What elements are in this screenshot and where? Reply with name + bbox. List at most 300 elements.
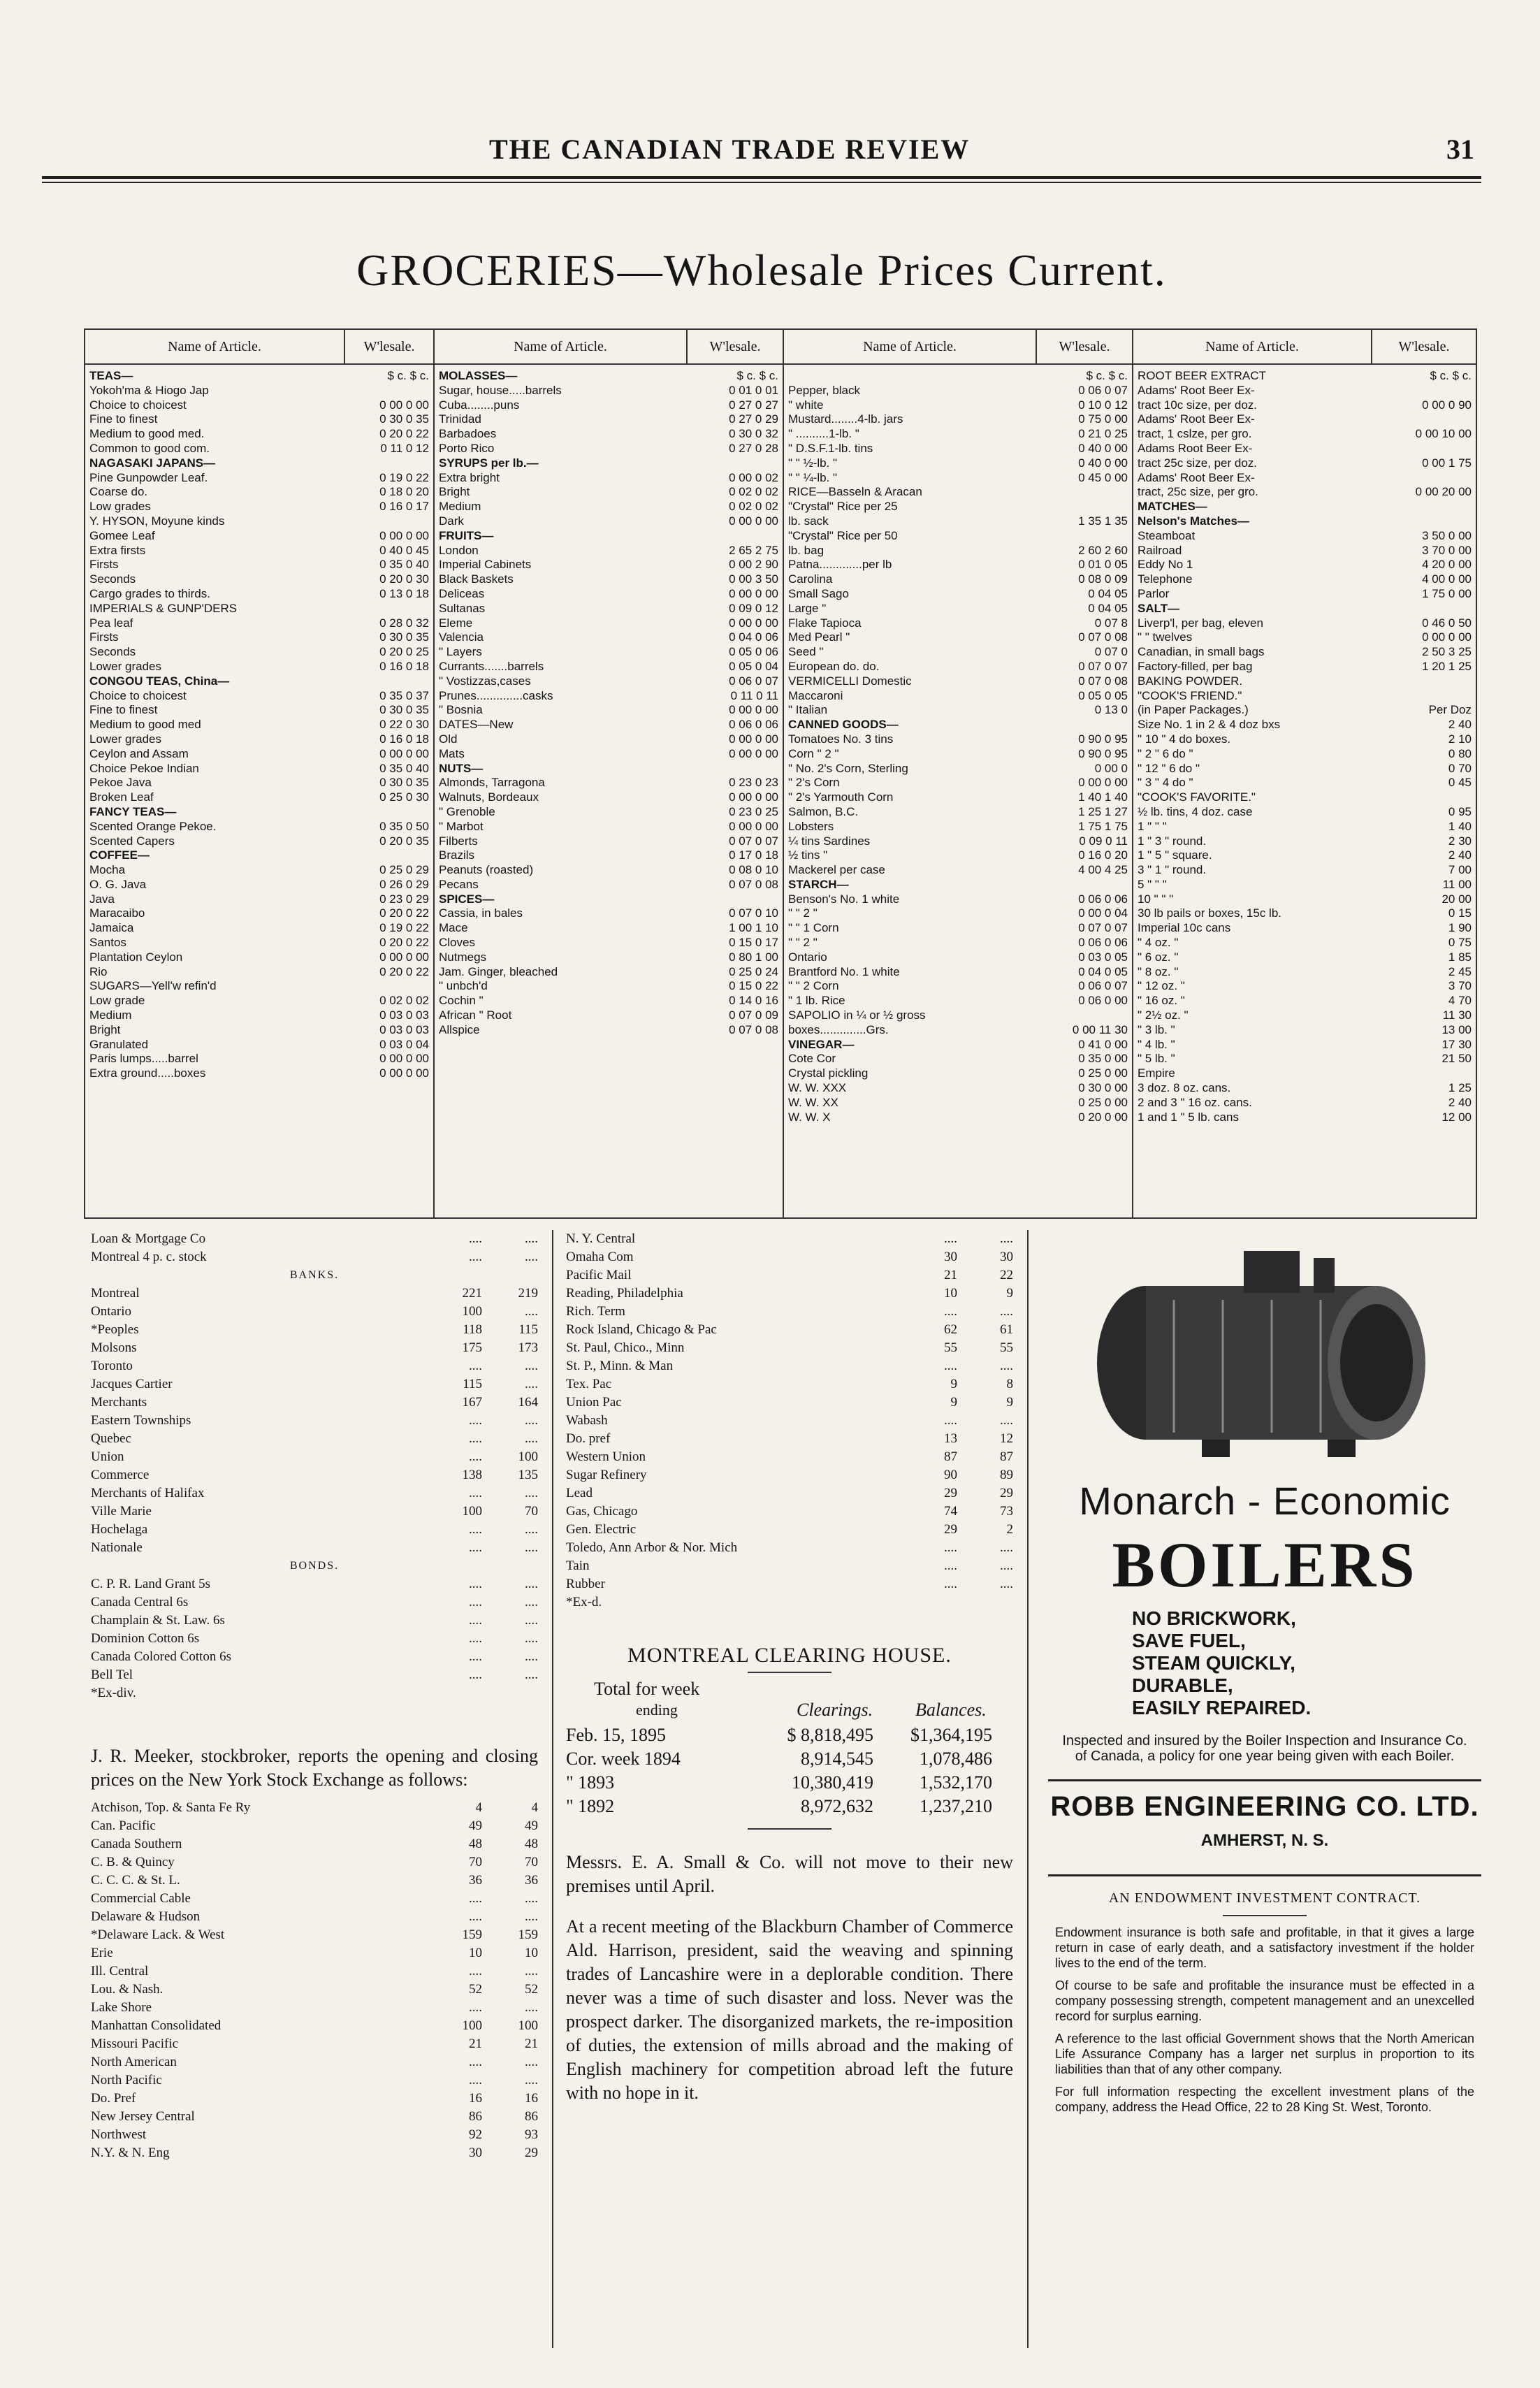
wholesale-price: 0 08 0 10 <box>729 863 778 877</box>
wholesale-price: 0 20 0 22 <box>379 906 429 920</box>
article-name: Canadian, in small bags <box>1138 645 1265 659</box>
price-row <box>439 529 778 544</box>
stock-row <box>91 1248 538 1266</box>
price-row <box>89 878 429 892</box>
price-row <box>788 558 1128 572</box>
price-row <box>89 703 429 718</box>
article-name: Walnuts, Bordeaux <box>439 790 539 804</box>
article-name: Pecans <box>439 877 479 891</box>
price-row <box>1138 834 1472 849</box>
article-name: MATCHES— <box>1138 500 1207 514</box>
article-name: "Crystal" Rice per 50 <box>788 528 898 542</box>
price-row <box>788 427 1128 442</box>
stock-row <box>91 1539 538 1557</box>
article-name: Prunes..............casks <box>439 688 553 702</box>
price-row <box>439 950 778 965</box>
price-row <box>439 485 778 500</box>
article-name: Maracaibo <box>89 906 145 920</box>
wholesale-price: 0 03 0 03 <box>379 1008 429 1022</box>
price-row <box>439 558 778 572</box>
article-name: Seconds <box>89 645 136 659</box>
price-row <box>89 1066 429 1081</box>
opening-price: 167 <box>462 1395 482 1410</box>
article-name: " Layers <box>439 645 482 659</box>
opening-price: 86 <box>469 2109 482 2124</box>
price-row <box>788 776 1128 790</box>
opening-price: .... <box>469 1595 482 1609</box>
column-header-price: W'lesale. <box>1059 339 1110 354</box>
divider <box>748 1672 831 1673</box>
closing-price: 29 <box>525 2145 538 2160</box>
endowment-paragraph-3: A reference to the last official Government shows that the North American Life Assurance Company has a larger net surplus in proportion to its liabilities than that of any other company. <box>1055 2032 1474 2076</box>
stock-row <box>91 1230 538 1248</box>
stock-name: *Ex-d. <box>566 1595 602 1609</box>
wholesale-price: 0 23 0 29 <box>379 892 429 906</box>
price-row <box>1138 398 1472 413</box>
price-row <box>1138 790 1472 805</box>
wholesale-price <box>702 456 778 471</box>
closing-price: .... <box>525 1631 538 1646</box>
price-row <box>89 544 429 558</box>
wholesale-price: 13 00 <box>1441 1022 1472 1036</box>
stock-row <box>91 1484 538 1503</box>
price-row <box>89 762 429 776</box>
closing-price: .... <box>525 1540 538 1555</box>
closing-price: 70 <box>525 1855 538 1869</box>
stock-name: Merchants <box>91 1395 147 1410</box>
article-name: Common to good com. <box>89 441 210 455</box>
stock-row <box>91 2053 538 2071</box>
clearing-row <box>566 1771 1013 1795</box>
article-name: Adams' Root Beer Ex- <box>1138 412 1255 426</box>
wholesale-price: 0 27 0 28 <box>729 441 778 455</box>
wholesale-price <box>352 602 429 616</box>
price-row <box>89 718 429 732</box>
price-row <box>89 398 429 413</box>
article-name: Med Pearl " <box>788 630 850 644</box>
opening-price: 74 <box>944 1504 957 1519</box>
price-row <box>1138 1052 1472 1066</box>
opening-price: .... <box>944 1413 957 1428</box>
opening-price: .... <box>469 1250 482 1264</box>
column-header-price: W'lesale. <box>363 339 415 354</box>
price-row <box>1138 921 1472 936</box>
column-divider <box>552 1230 553 2348</box>
article-name: 1 and 1 " 5 lb. cans <box>1138 1110 1239 1124</box>
stock-row <box>566 1321 1013 1339</box>
article-name: Eleme <box>439 616 473 630</box>
price-row <box>439 718 778 732</box>
price-row <box>788 994 1128 1008</box>
ad-title-line-2: BOILERS <box>1112 1529 1418 1600</box>
price-row <box>89 384 429 398</box>
wholesale-price <box>352 514 429 529</box>
article-name: " 6 oz. " <box>1138 950 1179 964</box>
article-name: Rio <box>89 964 108 978</box>
wholesale-price: 0 20 0 22 <box>379 964 429 978</box>
opening-price: .... <box>469 1909 482 1924</box>
price-row <box>788 660 1128 674</box>
closing-price: .... <box>525 2073 538 2087</box>
opening-price: .... <box>469 1613 482 1628</box>
opening-price: .... <box>469 1413 482 1428</box>
stock-name: Commercial Cable <box>91 1891 191 1906</box>
divider <box>1223 1915 1307 1916</box>
price-row <box>89 906 429 921</box>
price-row <box>439 544 778 558</box>
opening-price: 9 <box>950 1395 957 1410</box>
wholesale-price <box>1051 1008 1128 1023</box>
clearing-row <box>566 1795 1013 1818</box>
wholesale-price: 0 01 0 05 <box>1078 558 1128 572</box>
price-row <box>788 630 1128 645</box>
closing-price: .... <box>525 1667 538 1682</box>
stock-name: Jacques Cartier <box>91 1377 173 1391</box>
price-row <box>89 965 429 980</box>
price-row <box>439 762 778 776</box>
price-row <box>788 1038 1128 1052</box>
price-row <box>1138 645 1472 660</box>
opening-price: .... <box>469 1449 482 1464</box>
ad-feature: SAVE FUEL, <box>1132 1630 1246 1651</box>
ad-feature: DURABLE, <box>1132 1674 1233 1696</box>
clearing-header-total: Total for week <box>594 1679 700 1699</box>
article-name: Ontario <box>788 950 827 964</box>
wholesale-price <box>702 529 778 544</box>
price-row <box>788 529 1128 544</box>
article-name: Seed " <box>788 645 824 659</box>
opening-price: 30 <box>944 1250 957 1264</box>
wholesale-price: 1 40 1 40 <box>1078 790 1128 804</box>
wholesale-price <box>352 456 429 471</box>
article-name: " " 2 " <box>788 936 818 950</box>
article-name: " 4 oz. " <box>1138 936 1179 950</box>
price-row <box>89 529 429 544</box>
article-name: Medium <box>439 500 481 514</box>
article-name: " Italian <box>788 703 828 717</box>
price-row <box>439 906 778 921</box>
price-row <box>788 398 1128 413</box>
price-row <box>1138 718 1472 732</box>
article-name: " 16 oz. " <box>1138 994 1185 1008</box>
wholesale-price: 2 40 <box>1448 1095 1472 1109</box>
wholesale-price <box>1395 384 1472 398</box>
wholesale-price <box>1395 790 1472 805</box>
stock-row <box>91 1375 538 1394</box>
opening-price: 90 <box>944 1468 957 1482</box>
stock-name: Erie <box>91 1946 113 1960</box>
price-row <box>1138 384 1472 398</box>
stock-row <box>91 1448 538 1466</box>
article-name: Filberts <box>439 834 478 848</box>
clearing-amount: 8,914,545 <box>801 1749 873 1769</box>
price-row <box>89 412 429 427</box>
article-name: " 2's Corn <box>788 776 840 790</box>
price-row <box>89 1023 429 1038</box>
wholesale-price: 0 10 0 12 <box>1078 398 1128 412</box>
closing-price: 16 <box>525 2091 538 2106</box>
wholesale-price: 3 70 <box>1448 979 1472 993</box>
wholesale-price: 0 00 0 00 <box>729 703 778 717</box>
price-row <box>1138 572 1472 587</box>
closing-price: 219 <box>518 1286 538 1301</box>
price-list <box>784 365 1132 1124</box>
article-name: IMPERIALS & GUNP'DERS <box>89 601 238 615</box>
article-name: Nutmegs <box>439 950 487 964</box>
article-name: Black Baskets <box>439 572 514 586</box>
price-row <box>439 660 778 674</box>
stock-name: Delaware & Hudson <box>91 1909 201 1924</box>
page <box>42 28 1502 2362</box>
article-name: lb. bag <box>788 543 825 557</box>
endowment-paragraph-1: Endowment insurance is both safe and profitable, in that it gives a large return in case of early death, and a satisfactory investment if the holder lives to the end of the term. <box>1055 1925 1474 1970</box>
wholesale-price: 11 30 <box>1442 1008 1472 1022</box>
stock-name: C. B. & Quincy <box>91 1855 175 1869</box>
article-name: Jam. Ginger, bleached <box>439 964 558 978</box>
wholesale-price <box>1395 602 1472 616</box>
stock-row <box>91 1412 538 1430</box>
wholesale-price: 0 00 10 00 <box>1415 427 1472 441</box>
wholesale-price <box>1051 529 1128 544</box>
stock-name: Dominion Cotton 6s <box>91 1631 200 1646</box>
price-row <box>1138 485 1472 500</box>
divider <box>1048 1874 1481 1876</box>
wholesale-price <box>352 805 429 820</box>
price-row <box>1138 776 1472 790</box>
price-row <box>89 863 429 878</box>
article-name: SUGARS—Yell'w refin'd <box>89 979 217 993</box>
stock-name: Quebec <box>91 1431 132 1446</box>
article-name: Cargo grades to thirds. <box>89 586 210 600</box>
price-row <box>89 994 429 1008</box>
article-name: Tomatoes No. 3 tins <box>788 732 894 746</box>
section-heading: BONDS. <box>289 1560 340 1572</box>
price-row <box>439 848 778 863</box>
stock-name: Lead <box>566 1486 593 1500</box>
closing-price: 135 <box>518 1468 538 1482</box>
stock-row <box>91 2144 538 2162</box>
article-name: Imperial 10c cans <box>1138 921 1231 935</box>
price-row <box>439 936 778 950</box>
article-name: Parlor <box>1138 586 1170 600</box>
price-row <box>788 747 1128 762</box>
wholesale-price: 0 07 0 08 <box>1078 674 1128 688</box>
price-row <box>89 979 429 994</box>
stock-row <box>566 1503 1013 1521</box>
wholesale-price: 0 00 0 00 <box>379 950 429 964</box>
article-name: Cote Cor <box>788 1052 836 1066</box>
opening-price: .... <box>469 2073 482 2087</box>
article-name: Mackerel per case <box>788 863 885 877</box>
closing-price: .... <box>525 1909 538 1924</box>
article-name: " 2½ oz. " <box>1138 1008 1189 1022</box>
wholesale-price: 0 18 0 20 <box>379 485 429 499</box>
opening-price: 138 <box>462 1468 482 1482</box>
price-column-1 <box>85 330 435 1217</box>
blackburn-paragraph: At a recent meeting of the Blackburn Chamber of Commerce Ald. Harrison, president, said the weaving and spinning trades of Lancashire were in a deplorable condition. There never was a time of such disaster and loss. Never was the prospect darker. The disorganized markets, the re-imposition of duties, the extension of mills abroad and the making of English machinery for competition abroad left the future with no hope in it. <box>566 1916 1013 2103</box>
closing-price: .... <box>525 1304 538 1319</box>
wholesale-price: 0 02 0 02 <box>729 500 778 514</box>
wholesale-price: 0 25 0 00 <box>1078 1095 1128 1109</box>
stock-name: Missouri Pacific <box>91 2036 179 2051</box>
wholesale-price: 0 00 0 00 <box>729 790 778 804</box>
article-name: Factory-filled, per bag <box>1138 659 1253 673</box>
wholesale-price: 0 00 0 00 <box>729 819 778 833</box>
price-row <box>439 965 778 980</box>
wholesale-price: 3 50 0 00 <box>1422 528 1472 542</box>
opening-price: 115 <box>463 1377 482 1391</box>
wholesale-price <box>1395 1066 1472 1081</box>
price-row <box>1138 892 1472 907</box>
wholesale-price: 0 07 8 <box>1094 616 1128 630</box>
wholesale-price: 0 17 0 18 <box>729 848 778 862</box>
price-row <box>788 1110 1128 1125</box>
wholesale-price: 0 00 0 00 <box>729 586 778 600</box>
boiler-advertisement <box>1048 1230 1481 2348</box>
article-name: Extra ground.....boxes <box>89 1066 206 1080</box>
wholesale-price: 0 40 0 45 <box>379 543 429 557</box>
header-rule-thin <box>42 182 1481 183</box>
closing-price: .... <box>525 2000 538 2015</box>
article-name: Railroad <box>1138 543 1182 557</box>
article-name: Old <box>439 732 458 746</box>
price-row <box>788 572 1128 587</box>
article-name: " " ½-lb. " <box>788 456 838 470</box>
wholesale-price: 1 00 1 10 <box>729 921 778 935</box>
ad-company: ROBB ENGINEERING CO. LTD. <box>1050 1791 1479 1822</box>
closing-price: 70 <box>525 1504 538 1519</box>
price-row <box>1138 906 1472 921</box>
price-row <box>1138 544 1472 558</box>
stock-list-middle <box>566 1230 1013 2105</box>
price-row <box>1138 500 1472 514</box>
price-row <box>439 805 778 820</box>
price-row <box>89 645 429 660</box>
stock-row <box>91 1357 538 1375</box>
article-name: 3 doz. 8 oz. cans. <box>1138 1081 1231 1095</box>
opening-price: .... <box>469 1540 482 1555</box>
article-name: Pekoe Java <box>89 776 152 790</box>
opening-price: 159 <box>462 1927 482 1942</box>
price-row <box>439 398 778 413</box>
article-name: Broken Leaf <box>89 790 154 804</box>
price-row <box>89 616 429 631</box>
stock-name: Molsons <box>91 1340 137 1355</box>
stock-name: N.Y. & N. Eng <box>91 2145 170 2160</box>
wholesale-price: 0 35 0 40 <box>379 761 429 775</box>
article-name: Maccaroni <box>788 688 843 702</box>
wholesale-price: 0 20 0 30 <box>379 572 429 586</box>
price-row <box>439 587 778 602</box>
closing-price: 9 <box>1006 1286 1013 1301</box>
wholesale-price: 0 03 0 03 <box>379 1022 429 1036</box>
wholesale-price: 0 00 0 00 <box>729 616 778 630</box>
article-name: Choice to choicest <box>89 398 187 412</box>
price-row <box>89 820 429 834</box>
wholesale-price: 0 05 0 06 <box>729 645 778 659</box>
article-name: Cloves <box>439 936 475 950</box>
article-name: " unbch'd <box>439 979 488 993</box>
price-list <box>1133 365 1476 1124</box>
wholesale-price: 20 00 <box>1441 892 1472 906</box>
price-row <box>89 456 429 471</box>
article-name: Small Sago <box>788 586 849 600</box>
wholesale-price: 1 25 <box>1448 1081 1472 1095</box>
price-row <box>788 878 1128 892</box>
article-name: 10 " " " <box>1138 892 1174 906</box>
wholesale-price: 0 00 0 <box>1094 761 1128 775</box>
clearing-amount: $ 8,818,495 <box>787 1725 873 1745</box>
article-name: Eddy No 1 <box>1138 558 1193 572</box>
closing-price: 86 <box>525 2109 538 2124</box>
wholesale-price: 0 00 1 75 <box>1422 456 1472 470</box>
article-name: "Crystal" Rice per 25 <box>788 500 898 514</box>
article-name: Salmon, B.C. <box>788 804 859 818</box>
price-row <box>1138 820 1472 834</box>
wholesale-price: $ c. $ c. <box>1430 369 1472 382</box>
article-name: Lobsters <box>788 819 834 833</box>
wholesale-price: 0 00 11 30 <box>1072 1022 1128 1036</box>
opening-price: 48 <box>469 1837 482 1851</box>
stock-row <box>566 1357 1013 1375</box>
price-row <box>439 442 778 456</box>
closing-price: 55 <box>1000 1340 1013 1355</box>
wholesale-price: 0 26 0 29 <box>379 877 429 891</box>
stock-row <box>91 1890 538 1908</box>
price-row <box>788 1023 1128 1038</box>
ad-location: AMHERST, N. S. <box>1200 1831 1329 1850</box>
closing-price: .... <box>525 1377 538 1391</box>
price-row <box>439 602 778 616</box>
stock-row <box>566 1339 1013 1357</box>
wholesale-price: 1 35 1 35 <box>1078 514 1128 528</box>
price-row <box>788 602 1128 616</box>
stock-name: North Pacific <box>91 2073 162 2087</box>
price-row <box>89 485 429 500</box>
stock-row <box>91 2090 538 2108</box>
article-name: " Grenoble <box>439 804 495 818</box>
closing-price: .... <box>1000 1359 1013 1373</box>
article-name: Medium to good med <box>89 718 201 732</box>
wholesale-price: 4 00 4 25 <box>1078 863 1128 877</box>
wholesale-price: 2 30 <box>1448 834 1472 848</box>
stock-name: Omaha Com <box>566 1250 634 1264</box>
price-row <box>89 689 429 704</box>
article-name: FRUITS— <box>439 528 494 542</box>
clearing-week: " 1892 <box>566 1796 615 1816</box>
meeker-paragraph: J. R. Meeker, stockbroker, reports the opening and closing prices on the New York Stock Exchange as follows: <box>91 1746 538 1790</box>
price-row <box>439 747 778 762</box>
price-row <box>439 689 778 704</box>
wholesale-price: 0 07 0 07 <box>729 834 778 848</box>
price-row <box>788 805 1128 820</box>
stock-name: Sugar Refinery <box>566 1468 647 1482</box>
price-row <box>788 514 1128 529</box>
column-header <box>85 330 433 365</box>
opening-price: 70 <box>469 1855 482 1869</box>
article-name: " 1 lb. Rice <box>788 994 845 1008</box>
wholesale-price: 0 01 0 01 <box>729 383 778 397</box>
wholesale-price <box>1395 689 1472 704</box>
article-name: Choice Pekoe Indian <box>89 761 199 775</box>
wholesale-price: 0 00 0 00 <box>729 732 778 746</box>
article-name: Pea leaf <box>89 616 133 630</box>
article-name: Medium to good med. <box>89 427 205 441</box>
article-name: " " ¼-lb. " <box>788 470 838 484</box>
wholesale-price: 0 00 0 00 <box>1422 630 1472 644</box>
article-name: Adams' Root Beer Ex- <box>1138 470 1255 484</box>
article-name: SYRUPS per lb.— <box>439 456 539 470</box>
